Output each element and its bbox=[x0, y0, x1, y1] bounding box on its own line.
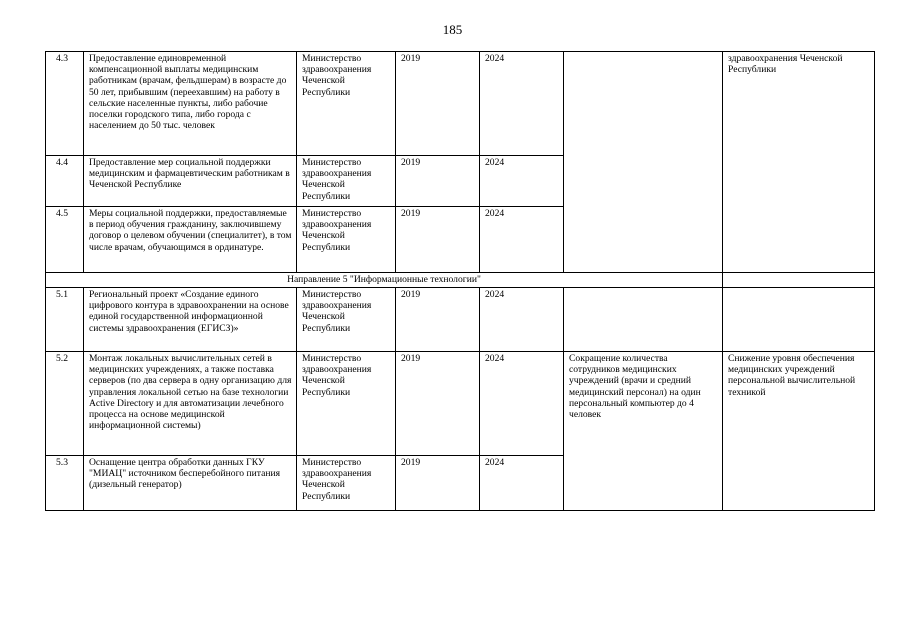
row-number: 4.4 bbox=[46, 156, 84, 207]
end-year: 2024 bbox=[480, 288, 564, 352]
start-year: 2019 bbox=[396, 52, 480, 156]
end-year: 2024 bbox=[480, 52, 564, 156]
expected-result bbox=[564, 52, 723, 273]
non-implementation-consequence: здравоохранения Чеченской Республики bbox=[723, 52, 875, 273]
end-year: 2024 bbox=[480, 207, 564, 273]
measure-name: Оснащение центра обработки данных ГКУ "МИАЦ" источником бесперебойного питания (дизельный генератор) bbox=[84, 456, 297, 511]
end-year: 2024 bbox=[480, 156, 564, 207]
page-number: 185 bbox=[442, 22, 463, 37]
non-implementation-consequence: Снижение уровня обеспечения медицинских учреждений персональной вычислительной техникой bbox=[723, 352, 875, 511]
measure-name: Меры социальной поддержки, предоставляемые в период обучения гражданину, заключившему договор о целевом обучении (специалитет), в том числе врачам, обучающимся в ординатуре. bbox=[84, 207, 297, 273]
section-row bbox=[46, 273, 875, 288]
row-number: 5.3 bbox=[46, 456, 84, 511]
row-number: 4.5 bbox=[46, 207, 84, 273]
executor: Министерство здравоохранения Чеченской Республики bbox=[297, 352, 396, 456]
expected-result: Сокращение количества сотрудников медицинских учреждений (врачи и средний медицинский персонал) на один персональный компьютер до 4 человек bbox=[564, 352, 723, 511]
row-number: 5.2 bbox=[46, 352, 84, 456]
end-year: 2024 bbox=[480, 456, 564, 511]
empty-cell bbox=[723, 273, 875, 288]
executor: Министерство здравоохранения Чеченской Республики bbox=[297, 207, 396, 273]
executor: Министерство здравоохранения Чеченской Республики bbox=[297, 156, 396, 207]
executor: Министерство здравоохранения Чеченской Республики bbox=[297, 456, 396, 511]
non-implementation-consequence bbox=[723, 288, 875, 352]
table-row bbox=[46, 288, 875, 352]
start-year: 2019 bbox=[396, 156, 480, 207]
measure-name: Предоставление единовременной компенсационной выплаты медицинским работникам (врачам, фельдшерам) в возрасте до 50 лет, прибывшим (переехавшим) на работу в сельские населенные пункты, либо рабочие поселки городского типа, либо города с населением до 50 тыс. человек bbox=[84, 52, 297, 156]
measure-name: Региональный проект «Создание единого цифрового контура в здравоохранении на основе единой государственной информационной системы здравоохранения (ЕГИСЗ)» bbox=[84, 288, 297, 352]
row-number: 4.3 bbox=[46, 52, 84, 156]
executor: Министерство здравоохранения Чеченской Республики bbox=[297, 52, 396, 156]
row-number: 5.1 bbox=[46, 288, 84, 352]
start-year: 2019 bbox=[396, 288, 480, 352]
table-row bbox=[46, 352, 875, 456]
start-year: 2019 bbox=[396, 456, 480, 511]
section-title: Направление 5 "Информационные технологии" bbox=[46, 273, 723, 288]
expected-result bbox=[564, 288, 723, 352]
measure-name: Предоставление мер социальной поддержки медицинским и фармацевтическим работникам в Чеченской Республике bbox=[84, 156, 297, 207]
measures-table bbox=[45, 51, 875, 511]
start-year: 2019 bbox=[396, 207, 480, 273]
executor: Министерство здравоохранения Чеченской Республики bbox=[297, 288, 396, 352]
measure-name: Монтаж локальных вычислительных сетей в медицинских учреждениях, а также поставка серверов (по два сервера в одну организацию для управления локальной сетью на базе технологии Active Directory и для автоматизации лечебного процесса на основе медицинской информационной системы) bbox=[84, 352, 297, 456]
start-year: 2019 bbox=[396, 352, 480, 456]
end-year: 2024 bbox=[480, 352, 564, 456]
table-row bbox=[46, 52, 875, 156]
